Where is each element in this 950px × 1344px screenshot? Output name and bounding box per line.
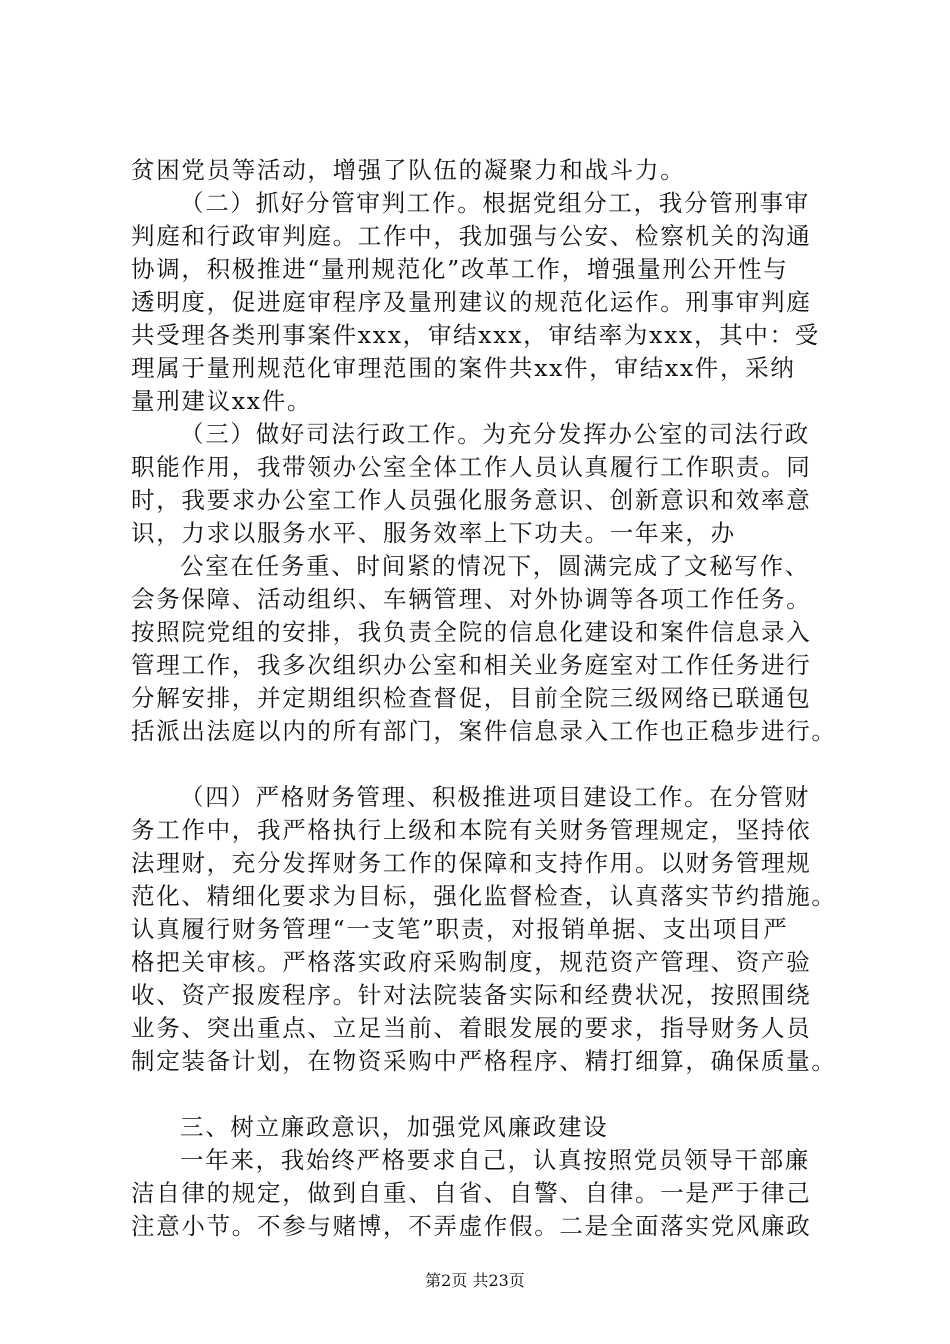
- text-line: 公室在任务重、时间紧的情况下，圆满完成了文秘写作、: [180, 552, 810, 580]
- text-line: （三）做好司法行政工作。为充分发挥办公室的司法行政: [180, 420, 810, 448]
- text-line: 法理财，充分发挥财务工作的保障和支持作用。以财务管理规: [131, 849, 812, 877]
- text-line: 洁自律的规定，做到自重、自省、自警、自律。一是严于律己: [131, 1179, 812, 1207]
- text-line: 务工作中，我严格执行上级和本院有关财务管理规定，坚持依: [131, 816, 812, 844]
- text-line: 收、资产报废程序。针对法院装备实际和经费状况，按照围绕: [131, 981, 812, 1009]
- text-line: 识，力求以服务水平、服务效率上下功夫。一年来，办: [131, 519, 736, 547]
- text-line: 认真履行财务管理“一支笔”职责，对报销单据、支出项目严: [131, 915, 789, 943]
- text-line: （二）抓好分管审判工作。根据党组分工，我分管刑事审: [180, 189, 810, 217]
- section-heading: 三、树立廉政意识，加强党风廉政建设: [180, 1113, 609, 1141]
- text-line: 理属于量刑规范化审理范围的案件共xx件，审结xx件，采纳: [131, 354, 796, 382]
- text-line: 贫困党员等活动，增强了队伍的凝聚力和战斗力。: [131, 156, 686, 184]
- text-line: 会务保障、活动组织、车辆管理、对外协调等各项工作任务。: [131, 585, 812, 613]
- text-line: 注意小节。不参与赌博，不弄虚作假。二是全面落实党风廉政: [131, 1212, 812, 1240]
- text-line: 管理工作，我多次组织办公室和相关业务庭室对工作任务进行: [131, 651, 812, 679]
- text-line: 按照院党组的安排，我负责全院的信息化建设和案件信息录入: [131, 618, 812, 646]
- text-line: 制定装备计划，在物资采购中严格程序、精打细算，确保质量。: [131, 1047, 837, 1075]
- text-line: 格把关审核。严格落实政府采购制度，规范资产管理、资产验: [131, 948, 812, 976]
- text-line: 一年来，我始终严格要求自己，认真按照党员领导干部廉: [180, 1146, 810, 1174]
- text-line: 业务、突出重点、立足当前、着眼发展的要求，指导财务人员: [131, 1014, 812, 1042]
- text-line: 透明度，促进庭审程序及量刑建议的规范化运作。刑事审判庭: [131, 288, 812, 316]
- text-line: 协调，积极推进“量刑规范化”改革工作，增强量刑公开性与: [131, 255, 789, 283]
- text-line: 时，我要求办公室工作人员强化服务意识、创新意识和效率意: [131, 486, 812, 514]
- text-line: 共受理各类刑事案件xxx，审结xxx，审结率为xxx，其中：受: [131, 321, 820, 349]
- text-line: 括派出法庭以内的所有部门，案件信息录入工作也正稳步进行。: [131, 717, 837, 745]
- text-line: 判庭和行政审判庭。工作中，我加强与公安、检察机关的沟通: [131, 222, 812, 250]
- text-line: 分解安排，并定期组织检查督促，目前全院三级网络已联通包: [131, 684, 812, 712]
- text-line: 量刑建议xx件。: [131, 387, 313, 415]
- text-line: （四）严格财务管理、积极推进项目建设工作。在分管财: [180, 783, 810, 811]
- text-line: 职能作用，我带领办公室全体工作人员认真履行工作职责。同: [131, 453, 812, 481]
- page-number: 第2页 共23页: [425, 1271, 525, 1290]
- text-line: 范化、精细化要求为目标，强化监督检查，认真落实节约措施。: [131, 882, 837, 910]
